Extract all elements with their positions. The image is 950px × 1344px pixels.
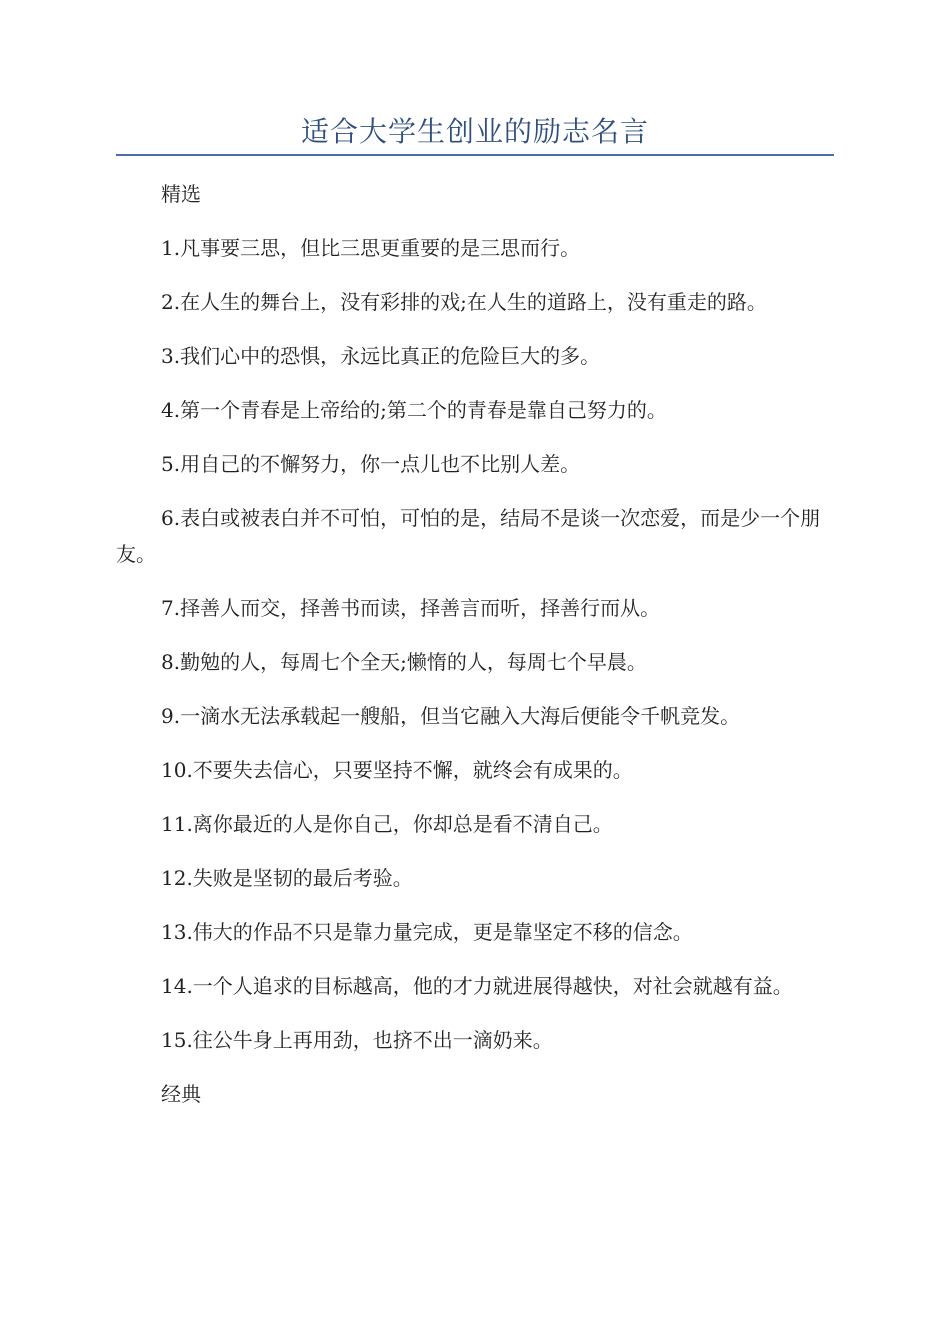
- section-heading: 经典: [161, 1082, 201, 1106]
- document-body: [116, 176, 834, 1130]
- quote-paragraph: 11.离你最近的人是你自己，你却总是看不清自己。: [161, 812, 613, 836]
- quote-paragraph: 9.一滴水无法承载起一艘船，但当它融入大海后便能令千帆竞发。: [161, 704, 741, 728]
- quote-paragraph: 1.凡事要三思，但比三思更重要的是三思而行。: [161, 236, 581, 260]
- quote-paragraph: 2.在人生的舞台上，没有彩排的戏;在人生的道路上，没有重走的路。: [161, 290, 767, 314]
- quote-paragraph: 14.一个人追求的目标越高，他的才力就进展得越快，对社会就越有益。: [161, 974, 793, 998]
- quote-paragraph: 5.用自己的不懈努力，你一点儿也不比别人差。: [161, 452, 581, 476]
- quote-paragraph: 4.第一个青春是上帝给的;第二个的青春是靠自己努力的。: [161, 398, 667, 422]
- quote-paragraph: 10.不要失去信心，只要坚持不懈，就终会有成果的。: [161, 758, 633, 782]
- quote-paragraph: 3.我们心中的恐惧，永远比真正的危险巨大的多。: [161, 344, 601, 368]
- quote-paragraph: 15.往公牛身上再用劲，也挤不出一滴奶来。: [161, 1028, 553, 1052]
- quote-paragraph: 12.失败是坚韧的最后考验。: [161, 866, 413, 890]
- page-title: 适合大学生创业的励志名言: [300, 115, 649, 148]
- title-underline: [116, 154, 834, 156]
- quote-paragraph: 13.伟大的作品不只是靠力量完成，更是靠坚定不移的信念。: [161, 920, 693, 944]
- section-heading: 精选: [161, 182, 201, 206]
- quote-paragraph: 8.勤勉的人，每周七个全天;懒惰的人，每周七个早晨。: [161, 650, 647, 674]
- quote-paragraph: 6.表白或被表白并不可怕，可怕的是，结局不是谈一次恋爱，而是少一个朋友。: [116, 506, 821, 566]
- quote-paragraph: 7.择善人而交，择善书而读，择善言而听，择善行而从。: [161, 596, 661, 620]
